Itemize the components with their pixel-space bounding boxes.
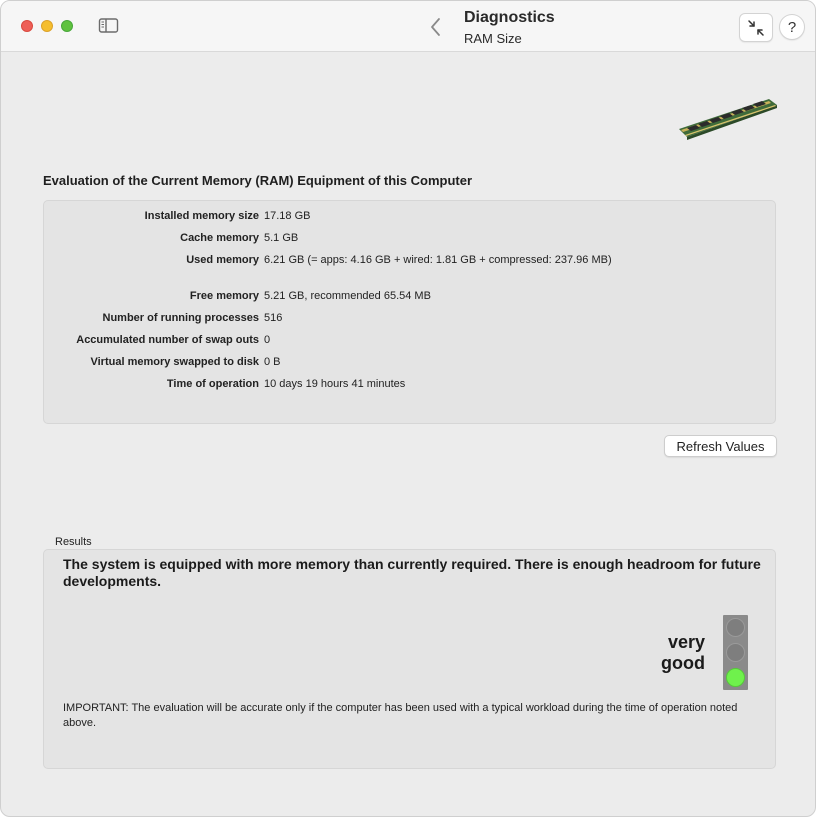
row-running-processes (44, 312, 777, 328)
traffic-light-green-lamp (726, 668, 745, 687)
row-used-memory (44, 254, 777, 270)
window-title: Diagnostics (464, 9, 555, 26)
memory-info-panel (43, 200, 776, 424)
row-label: Installed memory size (144, 210, 259, 222)
traffic-light-indicator (723, 615, 748, 690)
row-label: Virtual memory swapped to disk (90, 356, 259, 368)
row-installed-memory (44, 210, 777, 226)
row-value: 516 (264, 312, 283, 324)
zoom-window-button[interactable] (61, 20, 73, 32)
minimize-window-button[interactable] (41, 20, 53, 32)
row-value: 17.18 GB (264, 210, 311, 222)
row-value: 0 B (264, 356, 281, 368)
window-subtitle: RAM Size (464, 31, 522, 46)
memory-section-heading: Evaluation of the Current Memory (RAM) Equipment of this Computer (43, 173, 473, 188)
row-value: 6.21 GB (= apps: 4.16 GB + wired: 1.81 GB + compressed: 237.96 MB) (264, 254, 612, 266)
sidebar-toggle-icon[interactable] (98, 17, 120, 35)
row-value: 10 days 19 hours 41 minutes (264, 378, 406, 390)
row-label: Used memory (186, 254, 259, 266)
row-cache-memory (44, 232, 777, 248)
row-swapped-to-disk (44, 356, 777, 372)
title-bar (1, 1, 816, 52)
rating-line-2: good (661, 653, 705, 673)
row-label: Cache memory (180, 232, 259, 244)
row-label: Number of running processes (102, 312, 259, 324)
row-label: Free memory (189, 290, 259, 302)
close-window-button[interactable] (21, 20, 33, 32)
row-value: 0 (264, 334, 271, 346)
rating-text (644, 632, 705, 674)
row-value: 5.1 GB (264, 232, 299, 244)
accuracy-note: IMPORTANT: The evaluation will be accurate only if the computer has been used with a typical workload during the time of operation noted above. (63, 702, 738, 729)
row-label: Accumulated number of swap outs (76, 334, 259, 346)
back-chevron-icon[interactable] (427, 16, 445, 38)
help-button[interactable]: ? (779, 14, 805, 40)
results-label: Results (55, 536, 92, 548)
row-label: Time of operation (166, 378, 259, 390)
row-swap-outs (44, 334, 777, 350)
traffic-light-red-lamp (726, 618, 745, 637)
row-free-memory (44, 290, 777, 306)
result-summary: The system is equipped with more memory than currently required. There is enough headroom for future developments. (63, 556, 761, 589)
rating-line-1: very (667, 632, 705, 652)
ram-module-icon (677, 95, 779, 145)
collapse-view-button[interactable] (739, 13, 773, 42)
refresh-values-button[interactable]: Refresh Values (664, 435, 777, 457)
row-time-of-operation (44, 378, 777, 394)
traffic-light-yellow-lamp (726, 643, 745, 662)
arrows-inward-icon (747, 19, 765, 37)
row-value: 5.21 GB, recommended 65.54 MB (264, 290, 431, 302)
results-panel (43, 549, 776, 769)
